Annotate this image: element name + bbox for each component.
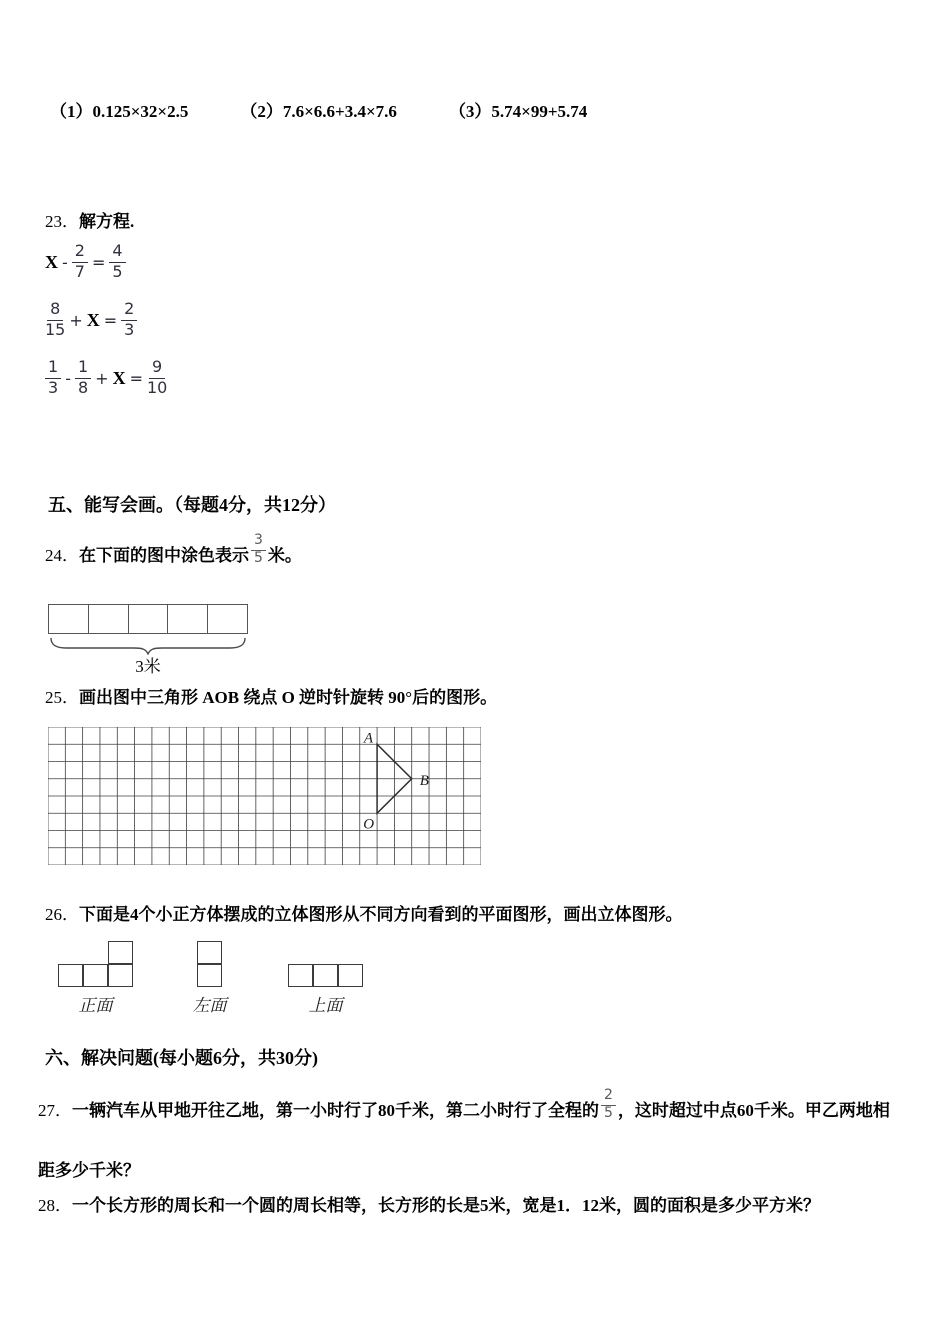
q24-fraction: $\frac{3}{5}$ [251,533,266,565]
calc-line [50,102,587,122]
q23-title: 解方程. [79,212,135,231]
calc-item: （3）5.74×99+5.74 [448,102,588,121]
operator: = [103,310,118,330]
q26-text: 下面是4个小正方体摆成的立体图形从不同方向看到的平面图形，画出立体图形。 [79,905,683,924]
q24-text-before: 在下面的图中涂色表示 [79,546,249,566]
fraction-numerator: 2 [72,243,88,263]
fraction-numerator: 1 [45,359,61,379]
section6-heading: 六、解决问题(每小题6分，共30分) [45,1048,318,1068]
bar-cell [208,605,247,633]
vertex-label-b: B [419,772,429,789]
view-square [197,941,222,964]
q25-number: 25． [45,688,79,707]
q28-number: 28． [38,1196,72,1215]
bar-cell [89,605,129,633]
equation-row [45,242,126,282]
q28-line [38,1196,820,1216]
operator: = [91,252,106,272]
q27-text-after: ，这时超过中点60千米。甲乙两地相 [617,1101,890,1121]
equation-row [45,358,167,398]
view-square [58,964,83,987]
vertex-label-a: A [363,730,374,747]
operator: + [69,310,83,330]
fraction-denominator: 10 [146,378,168,397]
q24-line [45,532,302,573]
fraction [109,243,125,281]
fraction [45,359,61,397]
fraction-numerator: 8 [47,301,63,321]
q25-line [45,688,497,708]
bar-cell [168,605,208,633]
rotation-grid [48,727,481,870]
q24-text-after: 米。 [267,546,302,566]
bar-length-label: 3米 [135,657,161,676]
bar-diagram [48,604,248,634]
q27-line2: 距多少千米？ [38,1161,140,1180]
variable: X [86,309,100,330]
q24-number: 24． [45,546,79,566]
q28-text: 一个长方形的周长和一个圆的周长相等，长方形的长是5米，宽是1．12米，圆的面积是多少平方米？ [72,1196,820,1215]
fraction-denominator: 15 [45,320,66,339]
vertex-label-o: O [363,816,375,833]
bar-cell [49,605,89,633]
calc-item: （2）7.6×6.6+3.4×7.6 [240,102,397,121]
equation-row [45,300,137,340]
q27-fraction: $\frac{2}{5}$ [601,1088,616,1120]
fraction-numerator: 9 [149,359,165,379]
calc-item: （1）0.125×32×2.5 [50,102,189,121]
q23-heading [45,212,134,232]
variable: X [45,251,58,272]
q27-text-before: 一辆汽车从甲地开往乙地，第一小时行了80千米，第二小时行了全程的 [72,1101,599,1121]
fraction-denominator: 3 [124,320,135,339]
view-square [338,964,363,987]
fraction [75,359,91,397]
cube-views [0,941,950,1021]
fraction [45,301,65,339]
grid-svg [48,727,481,865]
variable: X [112,367,126,388]
view-square [197,964,222,987]
view-square [288,964,313,987]
fraction [147,359,167,397]
fraction-denominator: 5 [112,262,123,281]
q25-text: 画出图中三角形 AOB 绕点 O 逆时针旋转 90°后的图形。 [79,688,498,707]
fraction [72,243,88,281]
view-square [108,941,133,964]
view-label: 上面 [308,996,343,1015]
fraction-denominator: 7 [74,262,85,281]
view-square [108,964,133,987]
fraction-numerator: 2 [121,301,137,321]
view-square [313,964,338,987]
fraction-denominator: 3 [48,378,59,397]
fraction-denominator: 8 [77,378,89,397]
q27-number: 27． [38,1101,72,1121]
view-label: 正面 [78,996,113,1015]
q27-line1 [38,1087,890,1128]
operator: - [62,252,68,272]
q26-number: 26． [45,905,79,924]
view-label: 左面 [192,996,227,1015]
fraction [121,301,137,339]
operator: + [95,368,109,388]
operator: = [129,368,143,388]
fraction-numerator: 1 [75,359,91,379]
fraction-numerator: 4 [109,243,125,263]
q26-line [45,905,683,925]
q23-number: 23． [45,212,79,231]
view-square [83,964,108,987]
operator: - [65,368,71,388]
bar-cell [129,605,169,633]
section5-heading: 五、能写会画。（每题4分，共12分） [48,495,336,515]
